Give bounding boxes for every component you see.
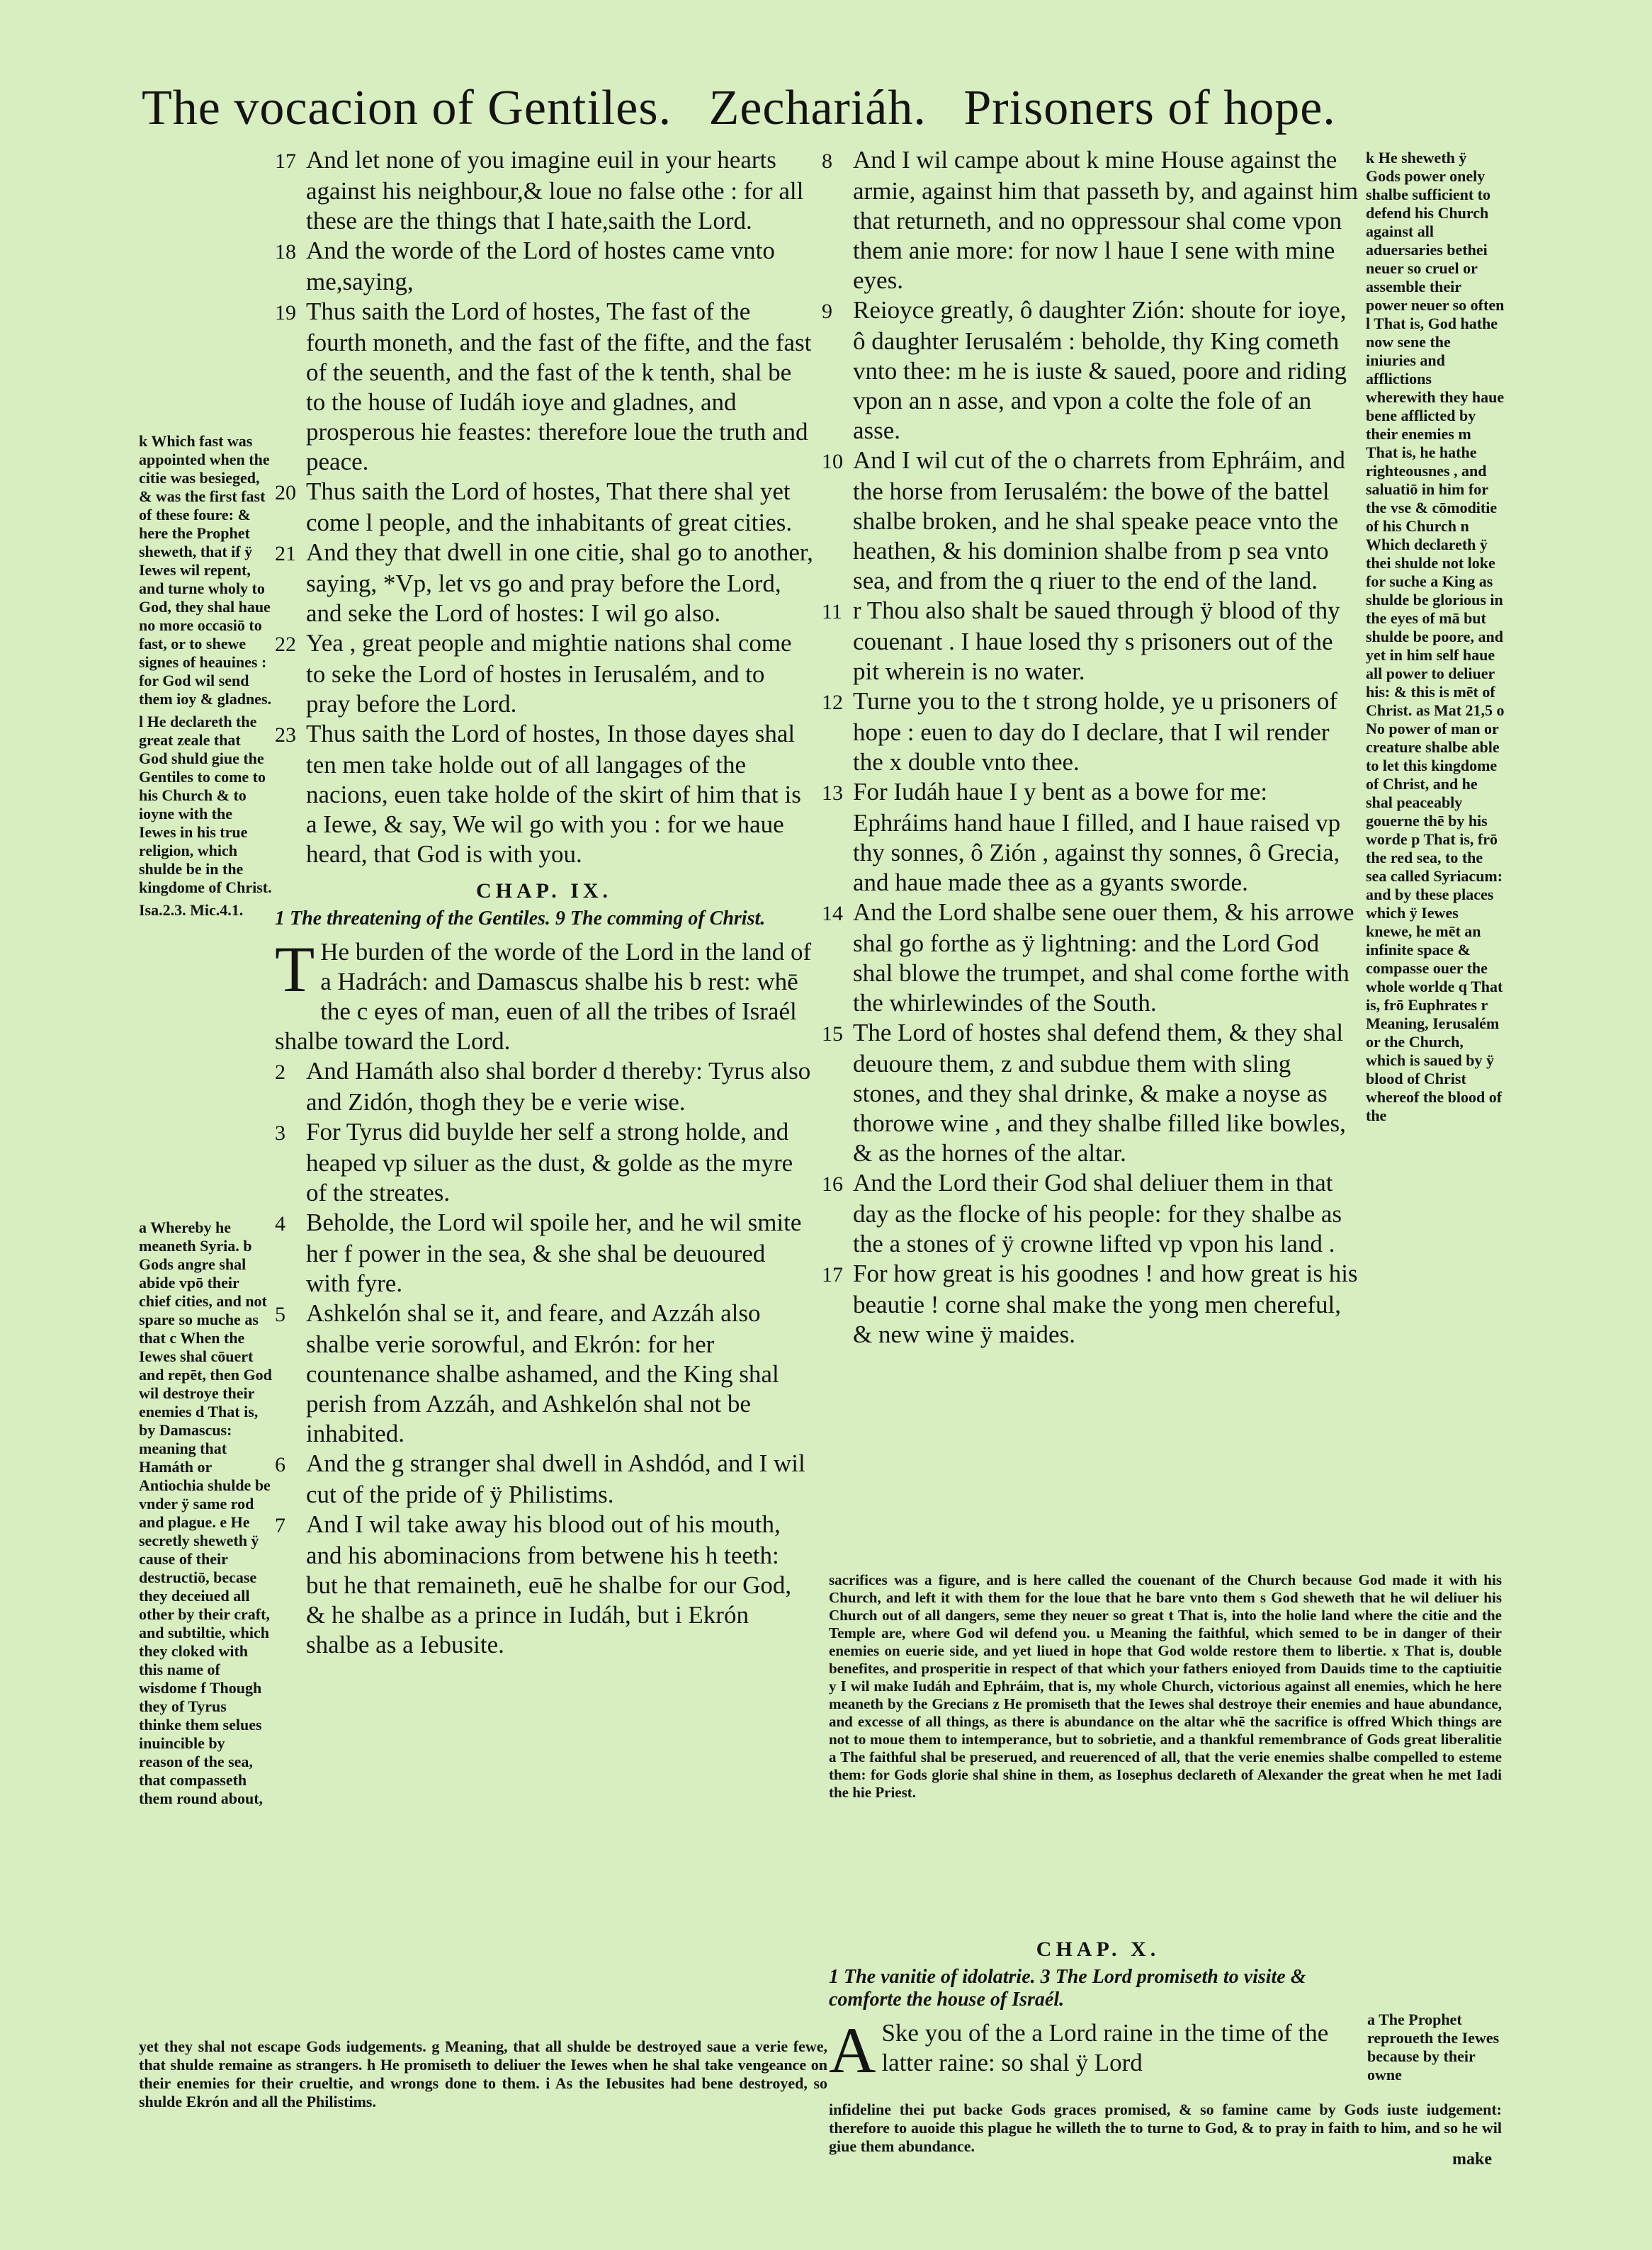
verse: 23 Thus saith the Lord of hostes, In those dayes shal ten men take holde out of all langages of the nacions, euen take holde of the skirt of him that is a Iewe, & say, We wil go with you : for we haue heard, that God is with you. — [275, 720, 801, 868]
verse: 6 And the g stranger shal dwell in Ashdód, and I wil cut of the pride of ÿ Philistims. — [275, 1449, 805, 1508]
right-column — [822, 145, 1360, 1350]
verse: 9 Reioyce greatly, ô daughter Zión: shoute for ioye, ô daughter Ierusalém : beholde, thy King cometh vnto thee: m he is iuste & saued, poore and riding vpon an n asse, and vpon a colte the fole of an asse. — [822, 296, 1347, 444]
verse: 2 And Hamáth also shal border d thereby: Tyrus also and Zidón, thogh they be e verie wise. — [275, 1057, 811, 1116]
verse: 13 For Iudáh haue I y bent as a bowe for me: Ephráims hand haue I filled, and I haue raised vp thy sonnes, ô Zión , against thy sonnes, ô Grecia, and haue made thee as a gyants sworde. — [822, 778, 1341, 896]
verse: A Ske you of the a Lord raine in the time of the latter raine: so shal ÿ Lord — [829, 2014, 1329, 2086]
margin-note-k: k Which fast was appointed when the citie was besieged, & was the first fast of these foure: & here the Prophet sheweth, that if ÿ Iewes wil repent, and turne wholy to God, they shal haue no more occasiō to fast, or to shewe signes of heauines : for God wil send them ioy & gladnes. — [139, 432, 271, 708]
verse: 17 For how great is his goodnes ! and how great is his beautie ! corne shal make the yong men chereful, & new wine ÿ maides. — [822, 1260, 1358, 1348]
margin-note-a: a Whereby he meaneth Syria. b Gods angre shal abide vpō their chief cities, and not spare so muche as that c When the Iewes shal cōuert and repēt, then God wil destroye their enemies d That is, by Damascus: meaning that Hamáth or Antiochia shulde be vnder ÿ same rod and plague. e He secretly sheweth ÿ cause of their destructiō, becase they deceiued all other by their craft, and subtiltie, which they cloked with this name of wisdome f Though they of Tyrus thinke them selues inuincible by reason of the sea, that compasseth them round about, — [139, 1219, 272, 1807]
verse: 7 And I wil take away his blood out of his mouth, and his abominacions from betwene his h teeth: but he that remaineth, euē he shalbe for our God, & he shalbe as a prince in Iudáh, but i Ekrón shalbe as a Iebusite. — [275, 1510, 792, 1658]
verse: 10 And I wil cut of the o charrets from Ephráim, and the horse from Ierusalém: the bowe of the battel shalbe broken, and he shal speake peace vnto the heathen, & his dominion shalbe from p sea vnto sea, and from the q riuer to the end of the land. — [822, 446, 1345, 594]
chapter-10-block — [829, 1938, 1367, 2086]
left-margin-notes-1 — [139, 432, 272, 924]
verse: 4 Beholde, the Lord wil spoile her, and he wil smite her f power in the sea, & she shal be deuoured with fyre. — [275, 1209, 802, 1297]
right-margin-notes — [1366, 149, 1505, 1129]
drop-cap: A — [829, 2014, 876, 2086]
verse: 18 And the worde of the Lord of hostes came vnto me,saying, — [275, 237, 775, 295]
verse: 3 For Tyrus did buylde her self a strong holde, and heaped vp siluer as the dust, & golde as the myre of the streates. — [275, 1118, 793, 1206]
verse: 20 Thus saith the Lord of hostes, That there shal yet come l people, and the inhabitants of great cities. — [275, 477, 793, 536]
running-head — [142, 77, 1530, 140]
left-footnote: yet they shal not escape Gods iudgements. g Meaning, that all shulde be destroyed saue a verie fewe, that shulde remaine as strangers. h He promiseth to deliuer the Iewes when he shal take vengeance on their enemies for their crueltie, and wrongs done to them. i As the Iebusites had bene destroyed, so shulde Ekrón and all the Philistims. — [139, 2037, 827, 2110]
verse: 21 And they that dwell in one citie, shal go to another, saying, *Vp, let vs go and pray before the Lord, and seke the Lord of hostes: I wil go also. — [275, 538, 813, 627]
chapter-title: CHAP. X. — [1036, 1938, 1160, 1961]
verse: 5 Ashkelón shal se it, and feare, and Azzáh also shalbe verie sorowful, and Ekrón: for her countenance shalbe ashamed, and the King shal perish from Azzáh, and Ashkelón shal not be inhabited. — [275, 1299, 779, 1447]
drop-cap: T — [275, 933, 315, 1005]
chapter-argument: 1 The threatening of the Gentiles. 9 The comming of Christ. — [275, 908, 766, 929]
running-head-center: Zechariáh. — [708, 81, 927, 135]
verse: 15 The Lord of hostes shal defend them, & they shal deuoure them, z and subdue them with sling stones, and they shal drinke, & make a noyse as thorowe wine , and they shalbe filled like bowles, & as the hornes of the altar. — [822, 1019, 1346, 1167]
margin-refs: Isa.2.3. Mic.4.1. — [139, 901, 244, 919]
verse: 11 r Thou also shalt be saued through ÿ blood of thy couenant . I haue losed thy s prisoners out of the pit wherein is no water. — [822, 597, 1340, 685]
chapter-argument: 1 The vanitie of idolatrie. 3 The Lord promiseth to visite & comforte the house of Israél. — [829, 1966, 1306, 2011]
left-margin-notes-2 — [139, 1219, 272, 1812]
left-column — [275, 145, 813, 1660]
right-margin-note-a: a The Prophet reproueth the Iewes because by their owne — [1367, 2011, 1500, 2084]
margin-note-l: l He declareth the great zeale that God shuld giue the Gentiles to come to his Church & to ioyne with the Iewes in his true religion, which shulde be in the kingdome of Christ. — [139, 713, 272, 896]
verse: T He burden of the worde of the Lord in the land of a Hadrách: and Damascus shalbe his b rest: whē the c eyes of man, euen of all the tribes of Israél shalbe toward the Lord. — [275, 933, 812, 1055]
verse: 17 And let none of you imagine euil in your hearts against his neighbour,& loue no false othe : for all these are the things that I hate,saith the Lord. — [275, 146, 804, 234]
verse: 16 And the Lord their God shal deliuer them in that day as the flocke of his people: for they shalbe as the a stones of ÿ crowne lifted vp vpon his land . — [822, 1169, 1342, 1257]
running-head-left: The vocacion of Gentiles. — [142, 81, 672, 135]
right-footnote-2: infideline thei put backe Gods graces promised, & so famine came by Gods iuste iudgement: therefore to auoide this plague he willeth the to turne to God, & to pray in faith to him, and so he wil giue them abundance. — [829, 2101, 1502, 2155]
chapter-title: CHAP. IX. — [475, 879, 613, 903]
catchword: make — [1452, 2150, 1492, 2169]
running-head-right: Prisoners of hope. — [963, 81, 1336, 135]
right-footnote: sacrifices was a figure, and is here called the couenant of the Church because God made it with his Church, and left it with them for the loue that he bare vnto them s God sheweth that he wil deliuer his Church out of all dangers, seme they neuer so great t That is, into the holie land where the citie and the Temple are, where God wil defend you. u Meaning the faithful, which semed to be in danger of their enemies on euerie side, and yet liued in hope that God wolde restore them to libertie. x That is, double benefites, and prosperitie in respect of that which your fathers enioyed from Dauids time to the captiuitie y I wil make Iudáh and Ephráim, that is, my whole Church, victorious against all enemies, which he here meaneth by the Grecians z He promiseth that the Iewes shal destroye their enemies and haue abundance, and excesse of all things, as there is abundance on the altar whē the sacrifice is offred Which things are not to moue them to intemperance, but to sobrietie, and a thankful remembrance of Gods great liberalitie a The faithful shal be preserued, and reuerenced of all, that the verie enemies shalbe compelled to esteme them: for Gods glorie shal shine in them, as Iosephus declareth of Alexander the great when he met Iadi the hie Priest. — [829, 1571, 1502, 1801]
verse: 19 Thus saith the Lord of hostes, The fast of the fourth moneth, and the fast of the fifte, and the fast of the seuenth, and the fast of the k tenth, shal be to the house of Iudáh ioye and gladnes, and prosperous hie feastes: therefore loue the truth and peace. — [275, 298, 812, 475]
verse: 12 Turne you to the t strong holde, ye u prisoners of hope : euen to day do I declare, that I wil render the x double vnto thee. — [822, 687, 1338, 776]
verse: 8 And I wil campe about k mine House against the armie, against him that passeth by, and against him that returneth, and no oppressour shal come vpon them anie more: for now l haue I sene with mine eyes. — [822, 146, 1359, 294]
verse: 22 Yea , great people and mightie nations shal come to seke the Lord of hostes in Ierusalém, and to pray before the Lord. — [275, 629, 792, 718]
verse: 14 And the Lord shalbe sene ouer them, & his arrowe shal go forthe as ÿ lightning: and the Lord God shal blowe the trumpet, and shal come forthe with the whirlewindes of the South. — [822, 898, 1354, 1017]
margin-notes-text: k He sheweth ÿ Gods power onely shalbe sufficient to defend his Church against all aduersaries bethei neuer so cruel or assemble their power neuer so often l That is, God hathe now sene the iniuries and afflictions wherewith they haue bene afflicted by their enemies m That is, he hathe righteousnes , and saluatiō in him for the vse & cōmoditie of his Church n Which declareth ÿ thei shulde not loke for suche a King as shulde be glorious in the eyes of mā but shulde be poore, and yet in him self haue all power to deliuer his: & this is mēt of Christ. as Mat 21,5 o No power of man or creature shalbe able to let this kingdome of Christ, and he shal peaceably gouerne thē by his worde p That is, frō the red sea, to the sea called Syriacum: and by these places which ÿ Iewes knewe, he mēt an infinite space & compasse ouer the whole worlde q That is, frō Euphrates r Meaning, Ierusalém or the Church, which is saued by ÿ blood of Christ whereof the blood of the — [1366, 149, 1505, 1124]
